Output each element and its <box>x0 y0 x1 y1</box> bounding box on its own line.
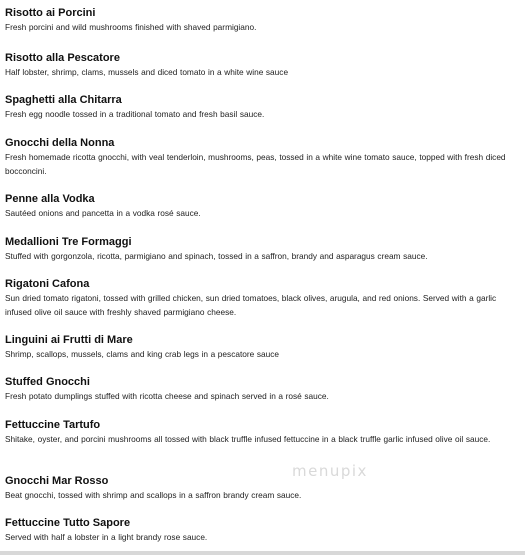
menu-item-title: Medallioni Tre Formaggi <box>5 236 132 248</box>
menu-item-description: Fresh porcini and wild mushrooms finished with shaved parmigiano. <box>5 22 257 32</box>
menu-item-description: Shrimp, scallops, mussels, clams and king crab legs in a pescatore sauce <box>5 349 279 359</box>
menu-item-description: Fresh egg noodle tossed in a traditional tomato and fresh basil sauce. <box>5 109 265 119</box>
menu-item-description: Beat gnocchi, tossed with shrimp and scallops in a saffron brandy cream sauce. <box>5 490 302 500</box>
menu-item-rigatoni-cafona <box>5 277 517 319</box>
menu-item-title: Linguini ai Frutti di Mare <box>5 334 133 346</box>
menu-item-title: Stuffed Gnocchi <box>5 376 90 388</box>
menu-item-risotto-ai-porcini <box>5 6 517 34</box>
menu-item-spaghetti-alla-chitarra <box>5 93 517 121</box>
menu-item-description: Served with half a lobster in a light brandy rose sauce. <box>5 532 208 542</box>
menu-item-description: Shitake, oyster, and porcini mushrooms all tossed with black truffle infused fettuccine in a black truffle garlic infused olive oil sauce. <box>5 434 491 444</box>
menu-item-fettuccine-tutto-sapore <box>5 516 517 544</box>
menu-item-description: Fresh potato dumplings stuffed with ricotta cheese and spinach served in a rosé sauce. <box>5 391 329 401</box>
menu-item-title: Risotto ai Porcini <box>5 7 96 19</box>
menu-item-title: Risotto alla Pescatore <box>5 52 120 64</box>
menu-item-title: Fettuccine Tartufo <box>5 419 101 431</box>
menu-item-title: Rigatoni Cafona <box>5 278 90 290</box>
menu-item-title: Gnocchi della Nonna <box>5 137 115 149</box>
menu-item-gnocchi-mar-rosso <box>5 474 517 502</box>
menu-item-title: Spaghetti alla Chitarra <box>5 94 122 106</box>
menu-item-description: Sautéed onions and pancetta in a vodka rosé sauce. <box>5 208 201 218</box>
bottom-border <box>0 551 525 555</box>
menu-item-title: Gnocchi Mar Rosso <box>5 475 109 487</box>
menu-item-medallioni-tre-formaggi <box>5 235 517 263</box>
menu-item-description: Sun dried tomato rigatoni, tossed with grilled chicken, sun dried tomatoes, black olives, arugula, and red onions. Served with a garlic infused olive oil sauce with freshly shaved parmigiano cheese. <box>5 293 497 317</box>
menu-item-title: Penne alla Vodka <box>5 193 95 205</box>
menu-item-linguini-ai-frutti-di-mare <box>5 333 517 361</box>
menu-item-description: Half lobster, shrimp, clams, mussels and diced tomato in a white wine sauce <box>5 67 289 77</box>
menu-item-description: Fresh homemade ricotta gnocchi, with veal tenderloin, mushrooms, peas, tossed in a white wine tomato sauce, topped with fresh diced bocconcini. <box>5 152 506 176</box>
menu-item-stuffed-gnocchi <box>5 375 517 403</box>
menupix-watermark: menupix <box>292 462 368 480</box>
menu-item-fettuccine-tartufo <box>5 418 517 446</box>
menu-item-risotto-alla-pescatore <box>5 51 517 79</box>
menu-item-penne-alla-vodka <box>5 192 517 220</box>
menu-item-title: Fettuccine Tutto Sapore <box>5 517 131 529</box>
menu-item-gnocchi-della-nonna <box>5 136 517 178</box>
menu-item-description: Stuffed with gorgonzola, ricotta, parmigiano and spinach, tossed in a saffron, brandy and asparagus cream sauce. <box>5 251 428 261</box>
